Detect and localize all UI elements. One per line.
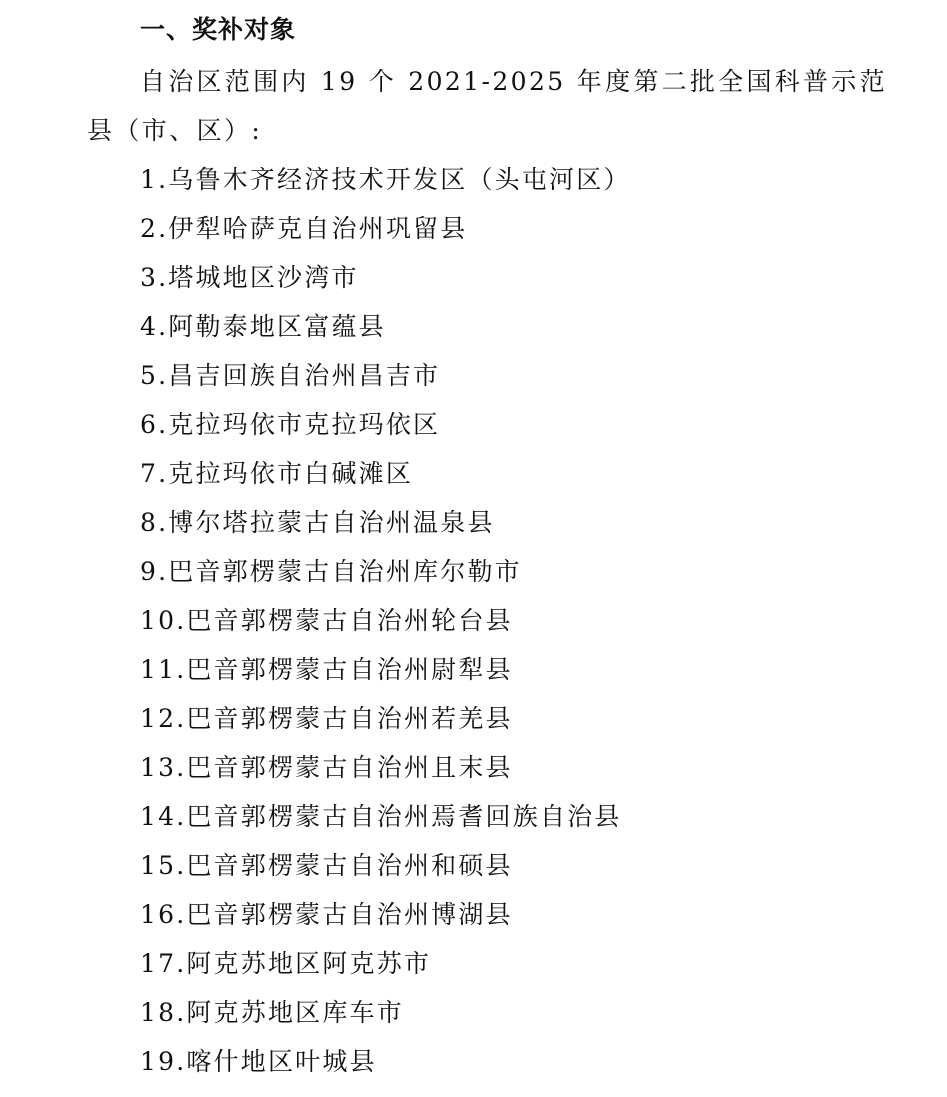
list-item: 5.昌吉回族自治州昌吉市 xyxy=(140,361,441,390)
list-item: 8.博尔塔拉蒙古自治州温泉县 xyxy=(140,508,495,537)
list-item: 11.巴音郭楞蒙古自治州尉犁县 xyxy=(140,655,513,684)
county-list xyxy=(140,155,631,1086)
list-item: 14.巴音郭楞蒙古自治州焉耆回族自治县 xyxy=(140,802,622,831)
intro-paragraph: 自治区范围内 19 个 2021-2025 年度第二批全国科普示范县（市、区）: xyxy=(87,67,887,145)
list-item: 7.克拉玛依市白碱滩区 xyxy=(140,459,414,488)
list-item: 10.巴音郭楞蒙古自治州轮台县 xyxy=(140,606,513,635)
list-item: 17.阿克苏地区阿克苏市 xyxy=(140,949,432,978)
list-item: 18.阿克苏地区库车市 xyxy=(140,998,404,1027)
list-item: 3.塔城地区沙湾市 xyxy=(140,263,359,292)
section-heading: 一、奖补对象 xyxy=(140,15,297,44)
list-item: 19.喀什地区叶城县 xyxy=(140,1047,377,1076)
list-item: 13.巴音郭楞蒙古自治州且末县 xyxy=(140,753,513,782)
list-item: 15.巴音郭楞蒙古自治州和硕县 xyxy=(140,851,513,880)
list-item: 1.乌鲁木齐经济技术开发区（头屯河区） xyxy=(140,165,631,194)
list-item: 9.巴音郭楞蒙古自治州库尔勒市 xyxy=(140,557,522,586)
list-item: 4.阿勒泰地区富蕴县 xyxy=(140,312,386,341)
list-item: 12.巴音郭楞蒙古自治州若羌县 xyxy=(140,704,513,733)
list-item: 6.克拉玛依市克拉玛依区 xyxy=(140,410,441,439)
list-item: 16.巴音郭楞蒙古自治州博湖县 xyxy=(140,900,513,929)
list-item: 2.伊犁哈萨克自治州巩留县 xyxy=(140,214,468,243)
